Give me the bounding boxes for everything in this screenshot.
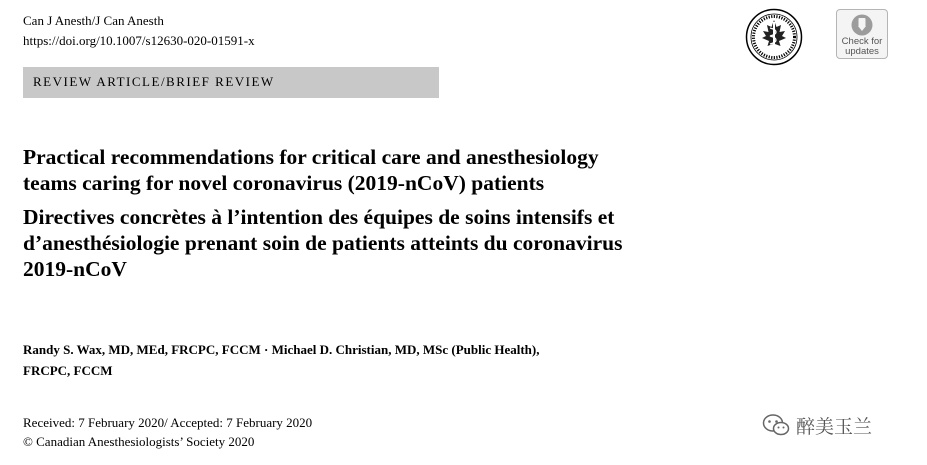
- author-list: [23, 339, 883, 381]
- title-french-line1: Directives concrètes à l’intention des équipes de soins intensifs et: [23, 205, 615, 229]
- check-badge-line2: updates: [845, 46, 879, 57]
- copyright-notice: © Canadian Anesthesiologists’ Society 2020: [23, 434, 255, 449]
- watermark: [762, 412, 872, 438]
- journal-header: [23, 11, 255, 51]
- wechat-icon: [762, 413, 790, 437]
- journal-name: Can J Anesth/J Can Anesth: [23, 13, 164, 28]
- check-badge-line1: Check for: [841, 36, 883, 47]
- article-title: [23, 144, 883, 282]
- title-english-line2: teams caring for novel coronavirus (2019-nCoV) patients: [23, 171, 545, 195]
- section-label: REVIEW ARTICLE/BRIEF REVIEW: [33, 74, 275, 89]
- received-accepted-dates: Received: 7 February 2020/ Accepted: 7 February 2020: [23, 415, 313, 430]
- publication-dates: [23, 413, 312, 451]
- check-for-updates-badge[interactable]: [836, 9, 888, 59]
- authors-line1: Randy S. Wax, MD, MEd, FRCPC, FCCM · Michael D. Christian, MD, MSc (Public Health),: [23, 342, 540, 357]
- check-updates-icon: [850, 13, 874, 37]
- journal-doi-link[interactable]: https://doi.org/10.1007/s12630-020-01591-x: [23, 33, 255, 48]
- title-english-line1: Practical recommendations for critical care and anesthesiology: [23, 145, 599, 169]
- watermark-text: 醉美玉兰: [796, 415, 873, 438]
- title-french-line3: 2019-nCoV: [23, 257, 127, 281]
- title-english: [23, 144, 883, 196]
- title-french: [23, 204, 883, 282]
- society-seal-logo: [745, 8, 803, 66]
- title-french-line2: d’anesthésiologie prenant soin de patients atteints du coronavirus: [23, 231, 623, 255]
- authors-line2: FRCPC, FCCM: [23, 363, 113, 378]
- section-band: [23, 67, 439, 98]
